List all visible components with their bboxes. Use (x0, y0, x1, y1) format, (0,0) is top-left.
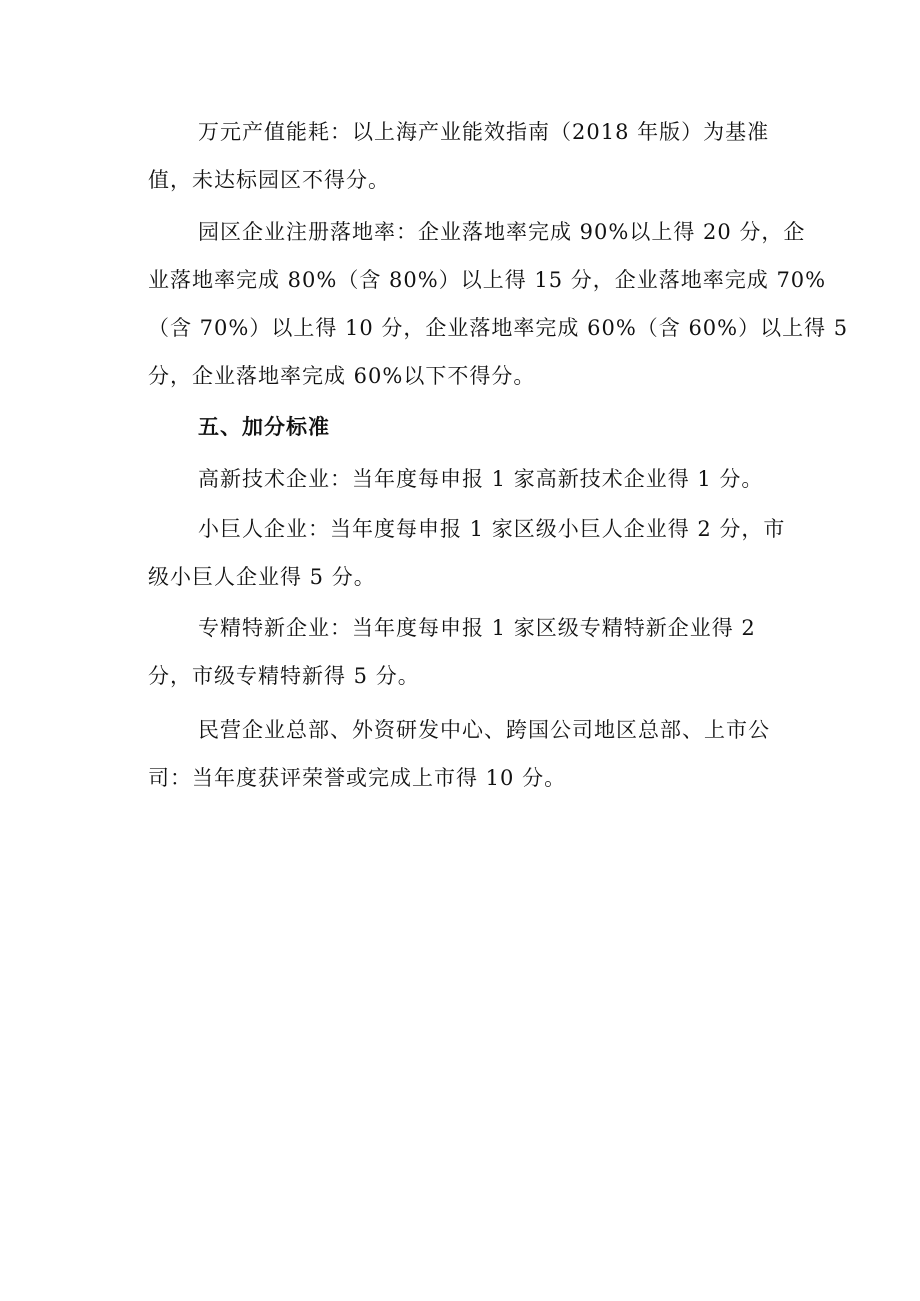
paragraph-line: （含 70%）以上得 10 分，企业落地率完成 60%（含 60%）以上得 5 (148, 316, 849, 340)
paragraph-line: 园区企业注册落地率：企业落地率完成 90%以上得 20 分，企 (198, 220, 806, 244)
section-heading (148, 403, 788, 451)
section-heading-text: 五、加分标准 (198, 415, 330, 439)
paragraph-line: 小巨人企业：当年度每申报 1 家区级小巨人企业得 2 分，市 (198, 517, 786, 541)
paragraph-registration-rate (148, 208, 849, 400)
paragraph-line: 值，未达标园区不得分。 (148, 168, 390, 192)
paragraph-energy-consumption (148, 108, 788, 204)
paragraph-headquarters (148, 706, 788, 802)
paragraph-line: 民营企业总部、外资研发中心、跨国公司地区总部、上市公 (198, 718, 770, 742)
paragraph-line: 专精特新企业：当年度每申报 1 家区级专精特新企业得 2 (198, 616, 756, 640)
paragraph-line: 司：当年度获评荣誉或完成上市得 10 分。 (148, 766, 567, 790)
paragraph-line: 分，企业落地率完成 60%以下不得分。 (148, 364, 536, 388)
paragraph-specialized (148, 604, 788, 700)
paragraph-line: 级小巨人企业得 5 分。 (148, 565, 376, 589)
paragraph-line: 万元产值能耗：以上海产业能效指南（2018 年版）为基准 (198, 120, 770, 144)
paragraph-hightech (148, 455, 788, 503)
paragraph-little-giant (148, 505, 788, 601)
paragraph-line: 业落地率完成 80%（含 80%）以上得 15 分，企业落地率完成 70% (148, 268, 827, 292)
paragraph-line: 高新技术企业：当年度每申报 1 家高新技术企业得 1 分。 (198, 467, 764, 491)
paragraph-line: 分，市级专精特新得 5 分。 (148, 664, 420, 688)
